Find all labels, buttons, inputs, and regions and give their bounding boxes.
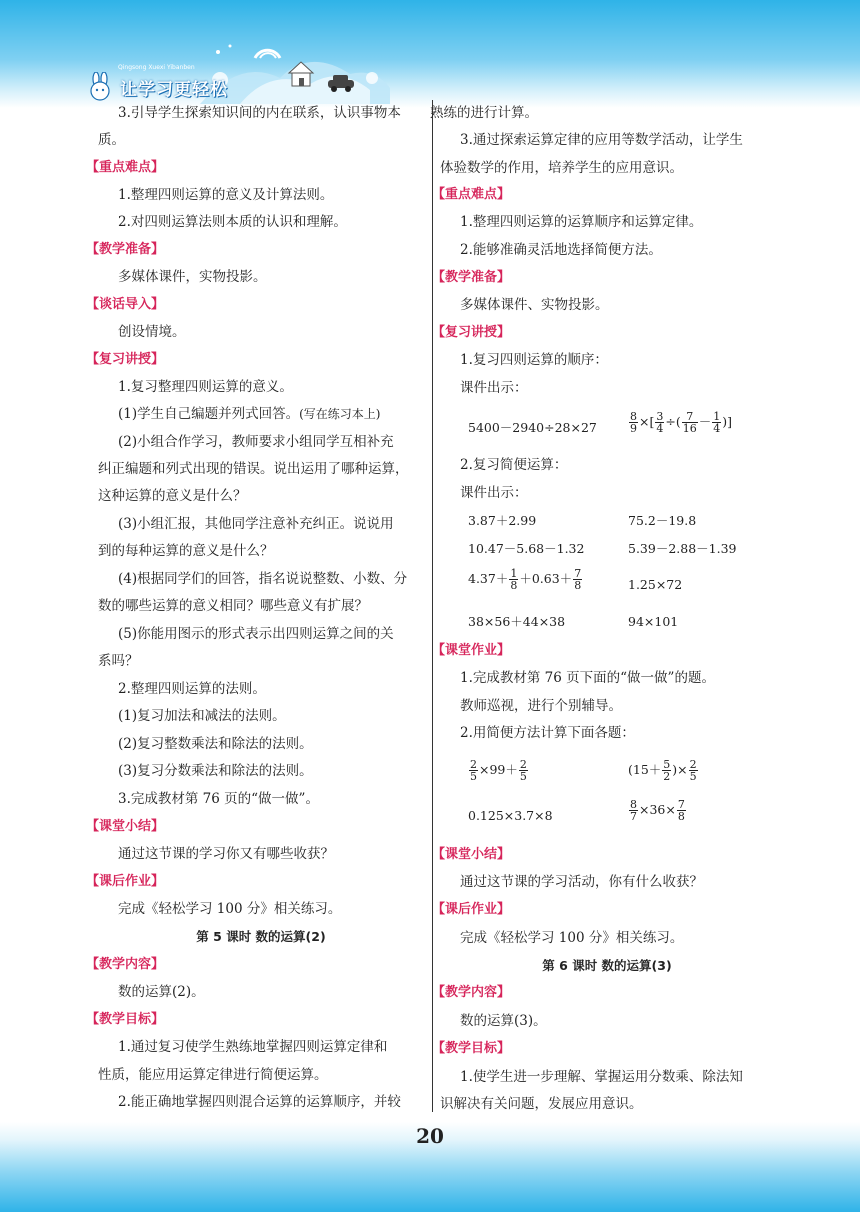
text-line: 完成《轻松学习 100 分》相关练习。 xyxy=(460,930,684,946)
math-expression: 38×56＋44×38 xyxy=(468,614,566,629)
text-line: 2.能正确地掌握四则混合运算的运算顺序，并较 xyxy=(118,1094,401,1110)
text-line: 教师巡视，进行个别辅导。 xyxy=(460,698,622,714)
text-line: (2)小组合作学习，教师要求小组同学互相补充 xyxy=(118,434,394,450)
text-line: 1.整理四则运算的运算顺序和运算定律。 xyxy=(460,214,703,230)
math-expression: 0.125×3.7×8 xyxy=(468,808,553,823)
math-expression: 5.39－2.88－1.39 xyxy=(628,541,737,556)
text-line: 课件出示： xyxy=(460,485,528,501)
text-line: 1.复习整理四则运算的意义。 xyxy=(118,379,293,395)
text-line: (4)根据同学们的回答，指名说说整数、小数、分 xyxy=(118,571,408,587)
text-line: (1)复习加法和减法的法则。 xyxy=(118,708,286,724)
text-line: 数的运算(2)。 xyxy=(118,984,205,1000)
text-line: 1.完成教材第 76 页下面的“做一做”的题。 xyxy=(460,670,715,686)
section-heading: 【课堂小结】 xyxy=(432,847,511,862)
text-line: 纠正编题和列式出现的错误。说出运用了哪种运算， xyxy=(98,461,409,477)
text-line: 通过这节课的学习你又有哪些收获？ xyxy=(118,846,334,862)
text-line: 3.完成教材第 76 页的“做一做”。 xyxy=(118,791,319,807)
section-heading: 【教学内容】 xyxy=(432,985,511,1000)
text-line: 通过这节课的学习活动，你有什么收获？ xyxy=(460,874,703,890)
logo-pinyin: Qingsong Xuexi Yibanben xyxy=(118,64,195,71)
text-line: 体验数学的作用，培养学生的应用意识。 xyxy=(440,160,683,176)
section-heading: 【重点难点】 xyxy=(432,187,511,202)
text-line: 1.复习四则运算的顺序： xyxy=(460,352,608,368)
math-expression: 4.37＋ $\frac{1}{8}$ ＋0.63＋ $\frac{7}{8}$ xyxy=(468,567,582,592)
text-line: 性质，能应用运算定律进行简便运算。 xyxy=(98,1067,328,1083)
text-line: 完成《轻松学习 100 分》相关练习。 xyxy=(118,901,342,917)
text-line: 熟练的进行计算。 xyxy=(430,105,538,121)
text-span: (写在练习本上) xyxy=(299,407,381,421)
math-expression: 5400－2940÷28×27 xyxy=(468,420,597,435)
text-line: 2.能够准确灵活地选择简便方法。 xyxy=(460,242,662,258)
text-line: (3)小组汇报，其他同学注意补充纠正。说说用 xyxy=(118,516,394,532)
text-line: 课件出示： xyxy=(460,380,528,396)
lesson-title: 第 5 课时 数的运算(2) xyxy=(196,929,326,944)
text-line: 多媒体课件、实物投影。 xyxy=(460,297,609,313)
lesson-title: 第 6 课时 数的运算(3) xyxy=(542,958,672,973)
text-span: (1)学生自己编题并列式回答。 xyxy=(118,406,300,422)
page-number: 20 xyxy=(416,1124,444,1148)
fraction: $\frac{8}{9}$ xyxy=(630,410,637,435)
text-line: 这种运算的意义是什么？ xyxy=(98,488,247,504)
fraction: $\frac{3}{4}$ xyxy=(656,410,664,435)
text-line xyxy=(118,405,381,423)
logo-text: 让学习更轻松 xyxy=(120,79,228,100)
section-heading: 【教学内容】 xyxy=(86,957,165,972)
text-line: 3.通过探索运算定律的应用等数学活动，让学生 xyxy=(460,132,743,148)
text-line: 质。 xyxy=(98,132,125,148)
section-heading: 【复习讲授】 xyxy=(432,325,511,340)
section-heading: 【教学准备】 xyxy=(86,242,165,257)
fraction: $\frac{2}{5}$ xyxy=(519,758,527,783)
section-heading: 【课后作业】 xyxy=(432,902,511,917)
text-line: 数的运算(3)。 xyxy=(460,1013,547,1029)
math-expression: (15＋ $\frac{5}{2}$ )× $\frac{2}{5}$ xyxy=(628,758,697,783)
text-line: 2.用简便方法计算下面各题： xyxy=(460,725,635,741)
text-line: 3.引导学生探索知识间的内在联系，认识事物本 xyxy=(118,105,401,121)
text-line: 识解决有关问题，发展应用意识。 xyxy=(440,1096,643,1112)
math-expression: 10.47－5.68－1.32 xyxy=(468,541,585,556)
column-divider xyxy=(432,100,433,1112)
math-expression: 3.87＋2.99 xyxy=(468,513,537,528)
fraction: $\frac{2}{5}$ xyxy=(689,758,697,783)
section-heading: 【课堂作业】 xyxy=(432,643,511,658)
brand-logo xyxy=(86,64,228,104)
text-line: 1.整理四则运算的意义及计算法则。 xyxy=(118,187,334,203)
text-line: 数的哪些运算的意义相同？哪些意义有扩展？ xyxy=(98,598,368,614)
text-line: 1.通过复习使学生熟练地掌握四则运算定律和 xyxy=(118,1039,388,1055)
text-line: 多媒体课件，实物投影。 xyxy=(118,269,267,285)
math-expression: 75.2－19.8 xyxy=(628,513,697,528)
section-heading: 【教学准备】 xyxy=(432,270,511,285)
text-line: 系吗？ xyxy=(98,653,139,669)
fraction: $\frac{8}{7}$ xyxy=(630,798,637,823)
math-expression: 94×101 xyxy=(628,614,679,629)
math-expression: $\frac{8}{9}$ ×[ $\frac{3}{4}$ ÷( $\frac{7}{16}$ － $\frac{1}{4}$ )] xyxy=(630,410,732,435)
fraction: $\frac{1}{8}$ xyxy=(510,567,518,592)
text-line: (2)复习整数乘法和除法的法则。 xyxy=(118,736,313,752)
section-heading: 【教学目标】 xyxy=(86,1012,165,1027)
rabbit-icon xyxy=(86,72,116,102)
section-heading: 【复习讲授】 xyxy=(86,352,165,367)
fraction: $\frac{7}{16}$ xyxy=(682,410,697,435)
text-line: 2.对四则运算法则本质的认识和理解。 xyxy=(118,214,347,230)
text-line: 2.复习简便运算： xyxy=(460,457,568,473)
section-heading: 【课堂小结】 xyxy=(86,819,165,834)
section-heading: 【谈话导入】 xyxy=(86,297,165,312)
town-illustration xyxy=(200,38,390,104)
text-line: 2.整理四则运算的法则。 xyxy=(118,681,266,697)
fraction: $\frac{1}{4}$ xyxy=(713,410,721,435)
fraction: $\frac{5}{2}$ xyxy=(663,758,671,783)
math-expression: 1.25×72 xyxy=(628,577,683,592)
section-heading: 【重点难点】 xyxy=(86,160,165,175)
fraction: $\frac{2}{5}$ xyxy=(470,758,477,783)
text-line: 到的每种运算的意义是什么？ xyxy=(98,543,274,559)
section-heading: 【教学目标】 xyxy=(432,1041,511,1056)
text-line: (5)你能用图示的形式表示出四则运算之间的关 xyxy=(118,626,394,642)
fraction: $\frac{7}{8}$ xyxy=(574,567,582,592)
text-line: 1.使学生进一步理解、掌握运用分数乘、除法知 xyxy=(460,1069,743,1085)
math-expression: $\frac{8}{7}$ ×36× $\frac{7}{8}$ xyxy=(630,798,685,823)
text-line: 创设情境。 xyxy=(118,324,186,340)
fraction: $\frac{7}{8}$ xyxy=(677,798,685,823)
text-line: (3)复习分数乘法和除法的法则。 xyxy=(118,763,313,779)
math-expression: $\frac{2}{5}$ ×99＋ $\frac{2}{5}$ xyxy=(470,758,527,783)
section-heading: 【课后作业】 xyxy=(86,874,165,889)
